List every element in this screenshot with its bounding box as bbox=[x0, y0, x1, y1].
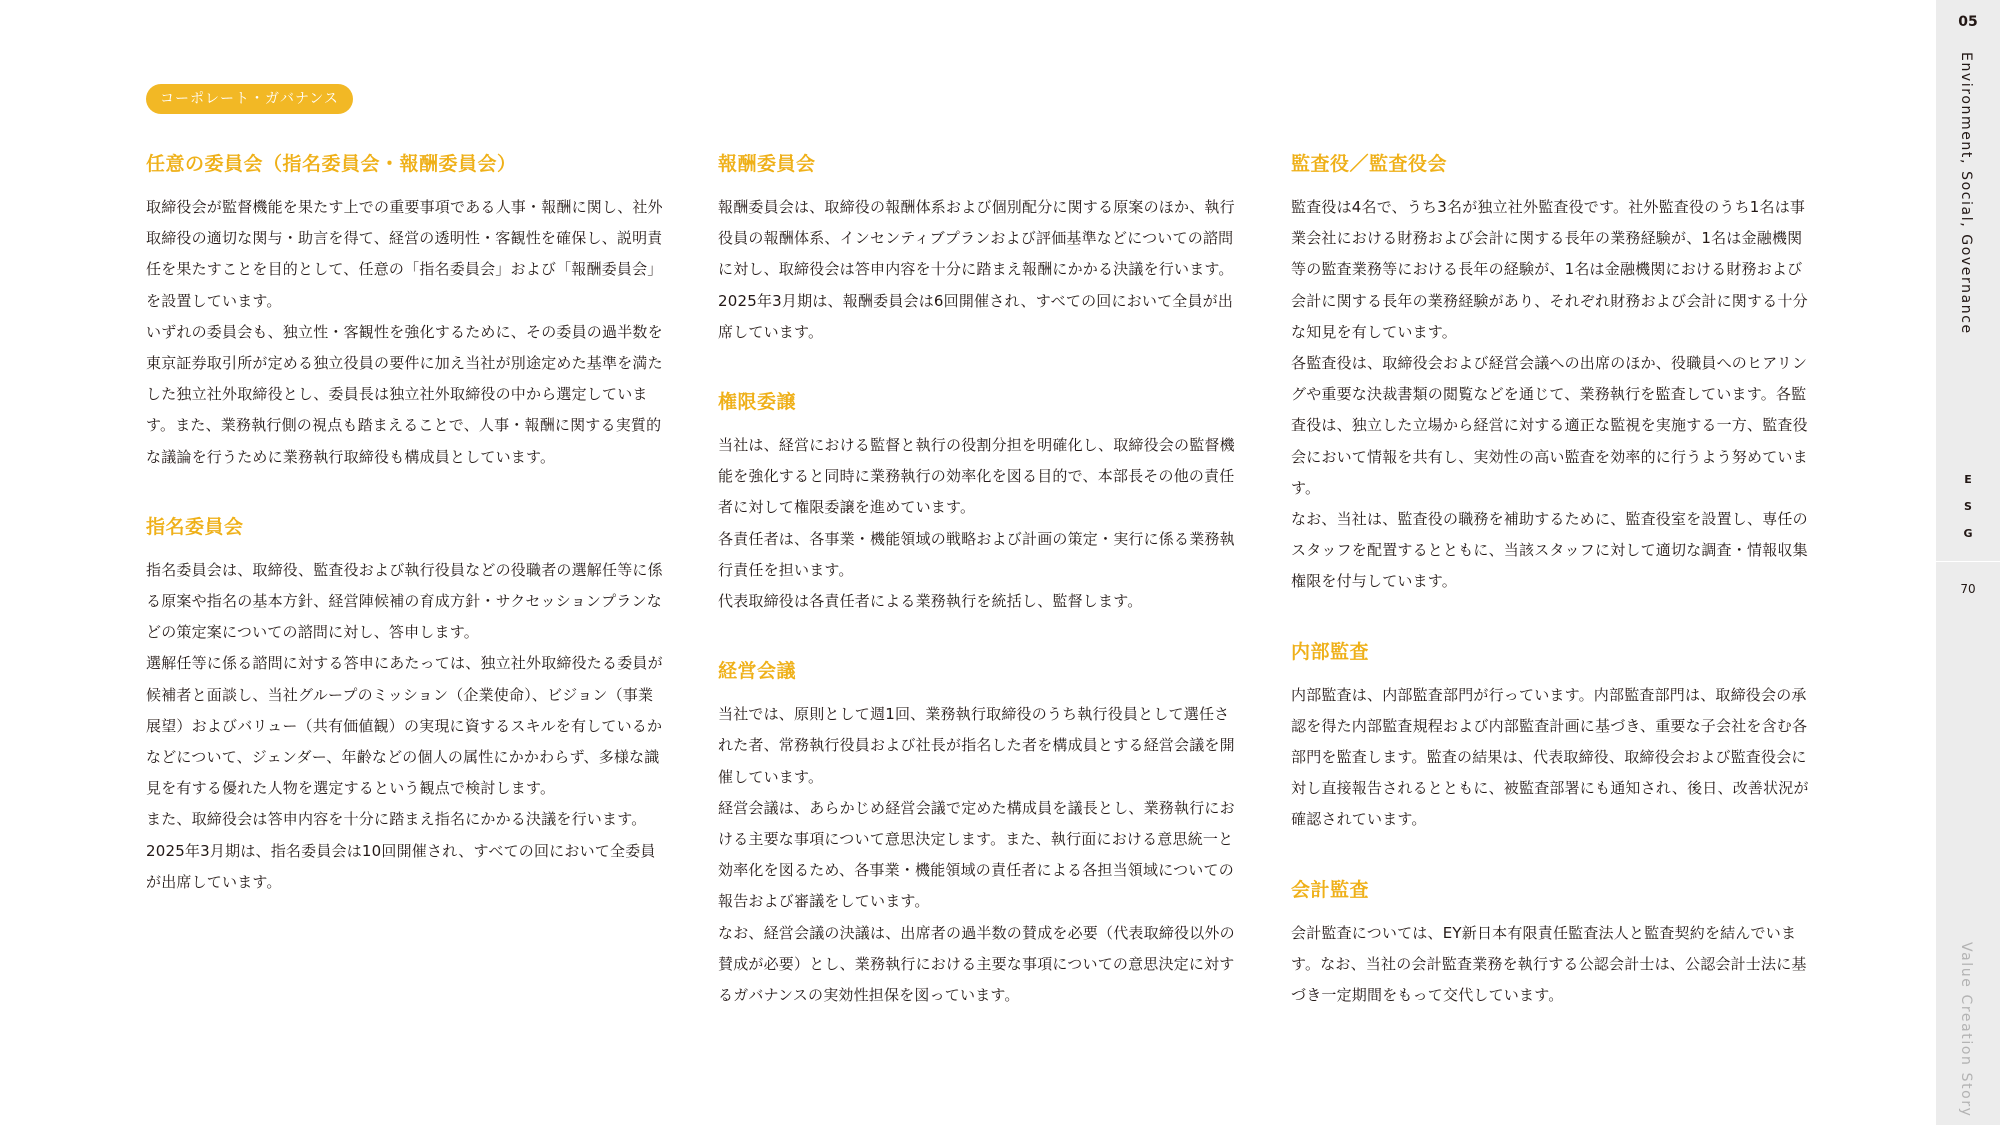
paragraph: 選解任等に係る諮問に対する答申にあたっては、独立社外取締役たる委員が候補者と面談し、当社グループのミッション（企業使命）、ビジョン（事業展望）およびバリュー（共有価値観）の実現に資するスキルを有しているかなどについて、ジェンダー、年齢などの個人の属性にかかわらず、多様な識見を有する優れた人物を選定するという観点で検討します。 bbox=[146, 654, 663, 798]
esg-letter-e[interactable]: E bbox=[1964, 473, 1972, 486]
section-heading: 指名委員会 bbox=[146, 515, 244, 538]
section-internal-audit bbox=[1291, 638, 1811, 836]
section-accounting-audit bbox=[1291, 876, 1811, 1012]
section-heading: 監査役／監査役会 bbox=[1291, 153, 1448, 175]
esg-letter-g[interactable]: G bbox=[1963, 527, 1973, 540]
section-audit-board bbox=[1291, 150, 1811, 598]
value-creation-story-link[interactable]: Value Creation Story bbox=[1958, 942, 1974, 1118]
section-voluntary-committees bbox=[146, 150, 666, 473]
paragraph: 当社では、原則として週1回、業務執行取締役のうち執行役員として選任された者、常務執行役員および社長が指名した者を構成員とする経営会議を開催しています。 bbox=[718, 705, 1235, 786]
section-number: 05 bbox=[1958, 14, 1978, 30]
column-2 bbox=[718, 150, 1238, 1051]
paragraph: 会計監査については、EY新日本有限責任監査法人と監査契約を結んでいます。なお、当社の会計監査業務を執行する公認会計士は、公認会計士法に基づき一定期間をもって交代しています。 bbox=[1291, 923, 1807, 1005]
paragraph: 2025年3月期は、指名委員会は10回開催され、すべての回において全委員が出席しています。 bbox=[146, 841, 656, 891]
section-management-meeting bbox=[718, 657, 1238, 1011]
section-nomination-committee bbox=[146, 513, 666, 898]
section-heading: 経営会議 bbox=[718, 660, 797, 683]
paragraph: なお、当社は、監査役の職務を補助するために、監査役室を設置し、専任のスタッフを配置するとともに、当該スタッフに対して適切な調査・情報収集権限を付与しています。 bbox=[1291, 510, 1808, 591]
section-compensation-committee bbox=[718, 150, 1238, 348]
paragraph: 代表取締役は各責任者による業務執行を統括し、監督します。 bbox=[718, 592, 1143, 611]
section-heading: 内部監査 bbox=[1291, 640, 1370, 663]
section-tag: コーポレート・ガバナンス bbox=[146, 84, 353, 114]
paragraph: 監査役は4名で、うち3名が独立社外監査役です。社外監査役のうち1名は事業会社における財務および会計に関する長年の業務経験が、1名は金融機関等の監査業務等における長年の経験が、1名は金融機関における財務および会計に関する長年の業務経験があり、それぞれ財務および会計に関する十分な知見を有しています。 bbox=[1291, 198, 1808, 341]
section-title-vertical[interactable]: Environment, Social, Governance bbox=[1958, 52, 1974, 335]
column-3 bbox=[1291, 150, 1811, 1051]
paragraph: また、取締役会は答申内容を十分に踏まえ指名にかかる決議を行います。 bbox=[146, 810, 647, 829]
paragraph: 当社は、経営における監督と執行の役割分担を明確化し、取締役会の監督機能を強化すると同時に業務執行の効率化を図る目的で、本部長その他の責任者に対して権限委譲を進めています。 bbox=[718, 436, 1235, 517]
side-navigation bbox=[1936, 0, 2000, 1125]
paragraph: 内部監査は、内部監査部門が行っています。内部監査部門は、取締役会の承認を得た内部監査規程および内部監査計画に基づき、重要な子会社を含む各部門を監査します。監査の結果は、代表取締役、取締役会および監査役会に対し直接報告されるとともに、被監査部署にも通知され、後日、改善状況が確認されています。 bbox=[1291, 685, 1809, 829]
sidebar-divider bbox=[1936, 561, 2000, 562]
column-1 bbox=[146, 150, 666, 938]
paragraph: なお、経営会議の決議は、出席者の過半数の賛成を必要（代表取締役以外の賛成が必要）とし、業務執行における主要な事項についての意思決定に対するガバナンスの実効性担保を図っています。 bbox=[718, 923, 1235, 1005]
paragraph: 指名委員会は、取締役、監査役および執行役員などの役職者の選解任等に係る原案や指名の基本方針、経営陣候補の育成方針・サクセッションプランなどの策定案についての諮問に対し、答申します。 bbox=[146, 560, 663, 642]
paragraph: 各責任者は、各事業・機能領域の戦略および計画の策定・実行に係る業務執行責任を担います。 bbox=[718, 529, 1235, 579]
section-heading: 任意の委員会（指名委員会・報酬委員会） bbox=[146, 153, 517, 175]
section-heading: 報酬委員会 bbox=[718, 153, 816, 175]
section-heading: 権限委譲 bbox=[718, 391, 797, 414]
paragraph: 取締役会が監督機能を果たす上での重要事項である人事・報酬に関し、社外取締役の適切な関与・助言を得て、経営の透明性・客観性を確保し、説明責任を果たすことを目的として、任意の「指名委員会」および「報酬委員会」を設置しています。 bbox=[146, 198, 663, 310]
section-heading: 会計監査 bbox=[1291, 878, 1370, 901]
page-number: 70 bbox=[1960, 582, 1976, 596]
paragraph: いずれの委員会も、独立性・客観性を強化するために、その委員の過半数を東京証券取引所が定める独立役員の要件に加え当社が別途定めた基準を満たした独立社外取締役とし、委員長は独立社外取締役の中から選定しています。また、業務執行側の視点も踏まえることで、人事・報酬に関する実質的な議論を行うために業務執行取締役も構成員としています。 bbox=[146, 322, 663, 466]
paragraph: 経営会議は、あらかじめ経営会議で定めた構成員を議長とし、業務執行における主要な事項について意思決定します。また、執行面における意思統一と効率化を図るため、各事業・機能領域の責任者による各担当領域についての報告および審議をしています。 bbox=[718, 798, 1235, 911]
paragraph: 報酬委員会は、取締役の報酬体系および個別配分に関する原案のほか、執行役員の報酬体系、インセンティブプランおよび評価基準などについての諮問に対し、取締役会は答申内容を十分に踏まえ報酬にかかる決議を行います。 bbox=[718, 198, 1235, 279]
section-delegation-of-authority bbox=[718, 388, 1238, 617]
paragraph: 各監査役は、取締役会および経営会議への出席のほか、役職員へのヒアリングや重要な決裁書類の閲覧などを通じて、業務執行を監査しています。各監査役は、独立した立場から経営に対する適正な監視を実施する一方、監査役会において情報を共有し、実効性の高い監査を効率的に行うよう努めています。 bbox=[1291, 354, 1808, 497]
esg-letter-s[interactable]: S bbox=[1964, 500, 1972, 513]
paragraph: 2025年3月期は、報酬委員会は6回開催され、すべての回において全員が出席しています。 bbox=[718, 291, 1234, 341]
